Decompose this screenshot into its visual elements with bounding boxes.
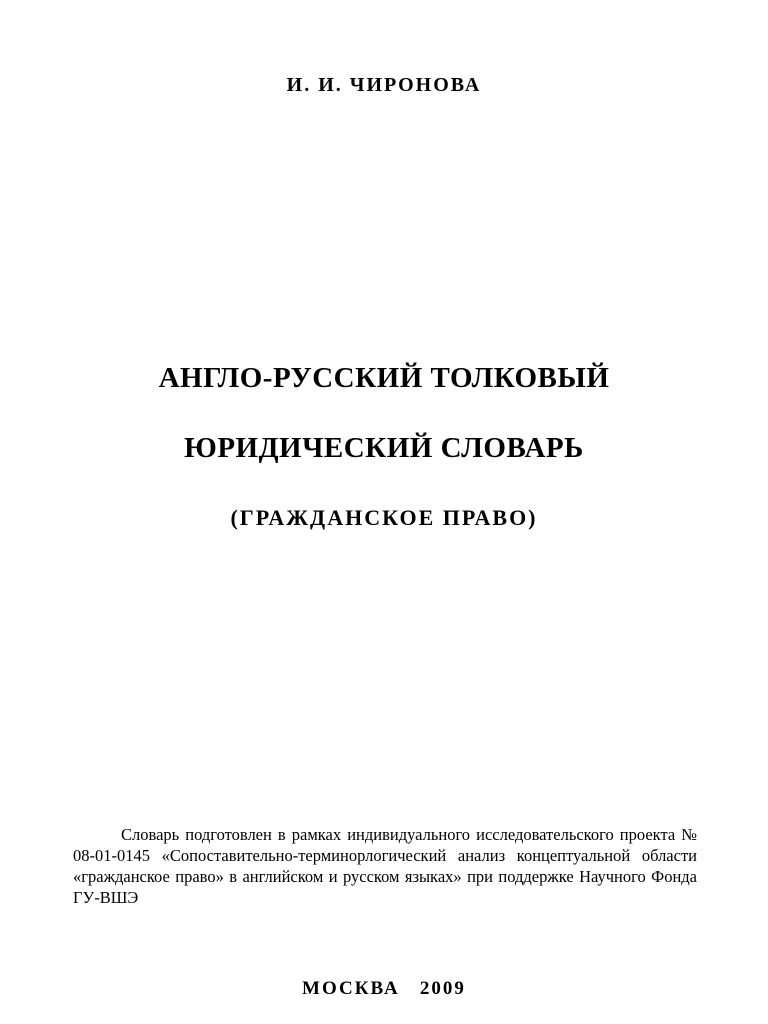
title-line-1: АНГЛО-РУССКИЙ ТОЛКОВЫЙ [158,362,610,394]
city-year: МОСКВА 2009 [302,978,466,999]
author-name: И. И. ЧИРОНОВА [286,74,482,96]
subtitle: (ГРАЖДАНСКОЕ ПРАВО) [230,505,538,530]
project-note: Словарь подготовлен в рамках индивидуального исследовательского проекта № 08-01-0145 «Сопоставительно-терминорлогический анализ концептуальной области «гражданское право» в английском и русском языках» при поддержке Научного Фонда ГУ-ВШЭ [73,825,697,907]
title-line-2: ЮРИДИЧЕСКИЙ СЛОВАРЬ [184,432,584,464]
